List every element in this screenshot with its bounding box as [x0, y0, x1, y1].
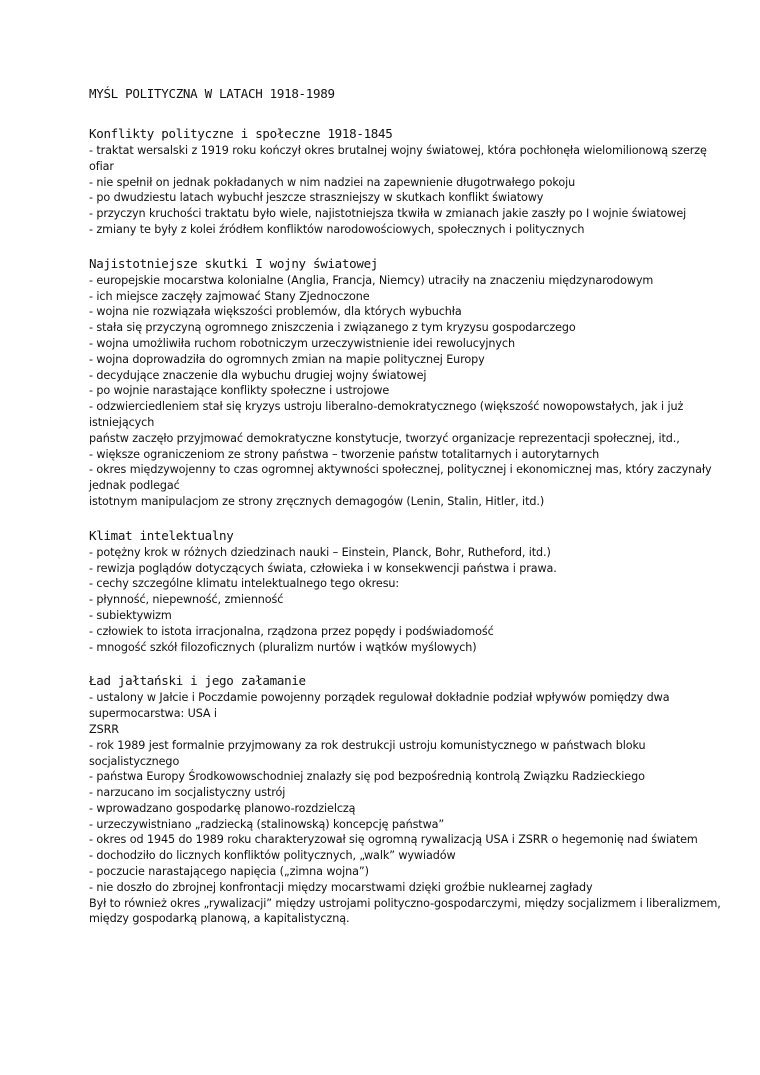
- text-line: - zmiany te były z kolei źródłem konfliktów narodowościowych, społecznych i politycznych: [89, 222, 585, 236]
- text-line: - narzucano im socjalistyczny ustrój: [89, 786, 286, 800]
- text-line: - europejskie mocarstwa kolonialne (Anglia, Francja, Niemcy) utraciły na znaczeniu międzynarodowym: [89, 273, 654, 287]
- text-line: - dochodziło do licznych konfliktów politycznych, „walk” wywiadów: [89, 849, 456, 863]
- text-line: ZSRR: [89, 722, 119, 736]
- text-line: - mnogość szkół filozoficznych (pluralizm nurtów i wątków myślowych): [89, 640, 477, 654]
- text-line: - po wojnie narastające konflikty społeczne i ustrojowe: [89, 384, 390, 398]
- text-line: - ustalony w Jałcie i Poczdamie powojenny porządek regulował dokładnie podział wpływów pomiędzy dwa supermocarstwa: USA i: [89, 691, 670, 721]
- text-line: - rewizja poglądów dotyczących świata, człowieka i w konsekwencji państwa i prawa.: [89, 561, 557, 575]
- text-line: - państwa Europy Środkowowschodniej znalazły się pod bezpośrednią kontrolą Związku Radzieckiego: [89, 770, 645, 784]
- text-line: - traktat wersalski z 1919 roku kończył okres brutalnej wojny światowej, która pochłonęła wielomilionową szerzę ofiar: [89, 144, 707, 173]
- text-line: - wojna umożliwiła ruchom robotniczym urzeczywistnienie idei rewolucyjnych: [89, 336, 515, 350]
- text-line: - cechy szczególne klimatu intelektualnego tego okresu:: [89, 577, 400, 591]
- sections-container: [89, 126, 729, 927]
- text-line: - rok 1989 jest formalnie przyjmowany za rok destrukcji ustroju komunistycznego w państwach bloku socjalistycznego: [89, 738, 646, 768]
- section-heading: Ład jałtański i jego załamanie: [89, 673, 306, 689]
- text-line: - większe ograniczeniom ze strony państwa – tworzenie państw totalitarnych i autorytarnych: [89, 447, 600, 461]
- text-line: - płynność, niepewność, zmienność: [89, 593, 284, 607]
- text-line: - wprowadzano gospodarkę planowo-rozdzielczą: [89, 801, 356, 815]
- text-line: - po dwudziestu latach wybuchł jeszcze straszniejszy w skutkach konflikt światowy: [89, 191, 544, 205]
- document-page: [89, 86, 729, 945]
- section-heading: Konflikty polityczne i społeczne 1918-1845: [89, 126, 393, 141]
- section: [89, 673, 729, 927]
- text-line: - stała się przyczyną ogromnego zniszczenia i związanego z tym kryzysu gospodarczego: [89, 321, 576, 335]
- section: [89, 256, 729, 510]
- text-line: - wojna nie rozwiązała większości problemów, dla których wybuchła: [89, 305, 462, 319]
- document-title: MYŚL POLITYCZNA W LATACH 1918-1989: [89, 86, 335, 101]
- text-line: - odzwierciedleniem stał się kryzys ustroju liberalno-demokratycznego (większość nowopowstałych, jak i już istniejących: [89, 400, 684, 429]
- text-line: - człowiek to istota irracjonalna, rządzona przez popędy i podświadomość: [89, 624, 494, 638]
- section: [89, 126, 729, 238]
- section-heading: Najistotniejsze skutki I wojny światowej: [89, 255, 379, 271]
- section-heading: Klimat intelektualny: [89, 527, 234, 543]
- text-line: - wojna doprowadziła do ogromnych zmian na mapie politycznej Europy: [89, 352, 485, 366]
- text-line: - potężny krok w różnych dziedzinach nauki – Einstein, Planck, Bohr, Rutheford, itd.): [89, 545, 551, 559]
- section: [89, 528, 729, 656]
- text-line: - nie doszło do zbrojnej konfrontacji między mocarstwami dzięki groźbie nuklearnej zagłady: [89, 880, 593, 894]
- text-line: - przyczyn kruchości traktatu było wiele, najistotniejsza tkwiła w zmianach jakie zaszły po I wojnie światowej: [89, 207, 687, 221]
- text-line: - okres od 1945 do 1989 roku charakteryzował się ogromną rywalizacją USA i ZSRR o hegemonię nad światem: [89, 833, 698, 847]
- text-line: - urzeczywistniano „radziecką (stalinowską) koncepcję państwa”: [89, 817, 445, 831]
- text-line: istotnym manipulacjom ze strony zręcznych demagogów (Lenin, Stalin, Hitler, itd.): [89, 494, 545, 508]
- text-line: państw zaczęło przyjmować demokratyczne konstytucje, tworzyć organizacje reprezentacji społecznej, itd.,: [89, 431, 680, 445]
- text-line: - decydujące znaczenie dla wybuchu drugiej wojny światowej: [89, 368, 427, 382]
- text-line: - subiektywizm: [89, 608, 172, 622]
- text-line: Był to również okres „rywalizacji” między ustrojami polityczno-gospodarczymi, między socjalizmem i liberalizmem, między gospodarką planową, a kapitalistyczną.: [89, 896, 721, 926]
- text-line: - okres międzywojenny to czas ogromnej aktywności społecznej, politycznej i ekonomicznej mas, który zaczynały jednak podlegać: [89, 463, 712, 493]
- text-line: - nie spełnił on jednak pokładanych w nim nadziei na zapewnienie długotrwałego pokoju: [89, 175, 576, 189]
- text-line: - poczucie narastającego napięcia („zimna wojna”): [89, 865, 369, 879]
- text-line: - ich miejsce zaczęły zajmować Stany Zjednoczone: [89, 289, 370, 303]
